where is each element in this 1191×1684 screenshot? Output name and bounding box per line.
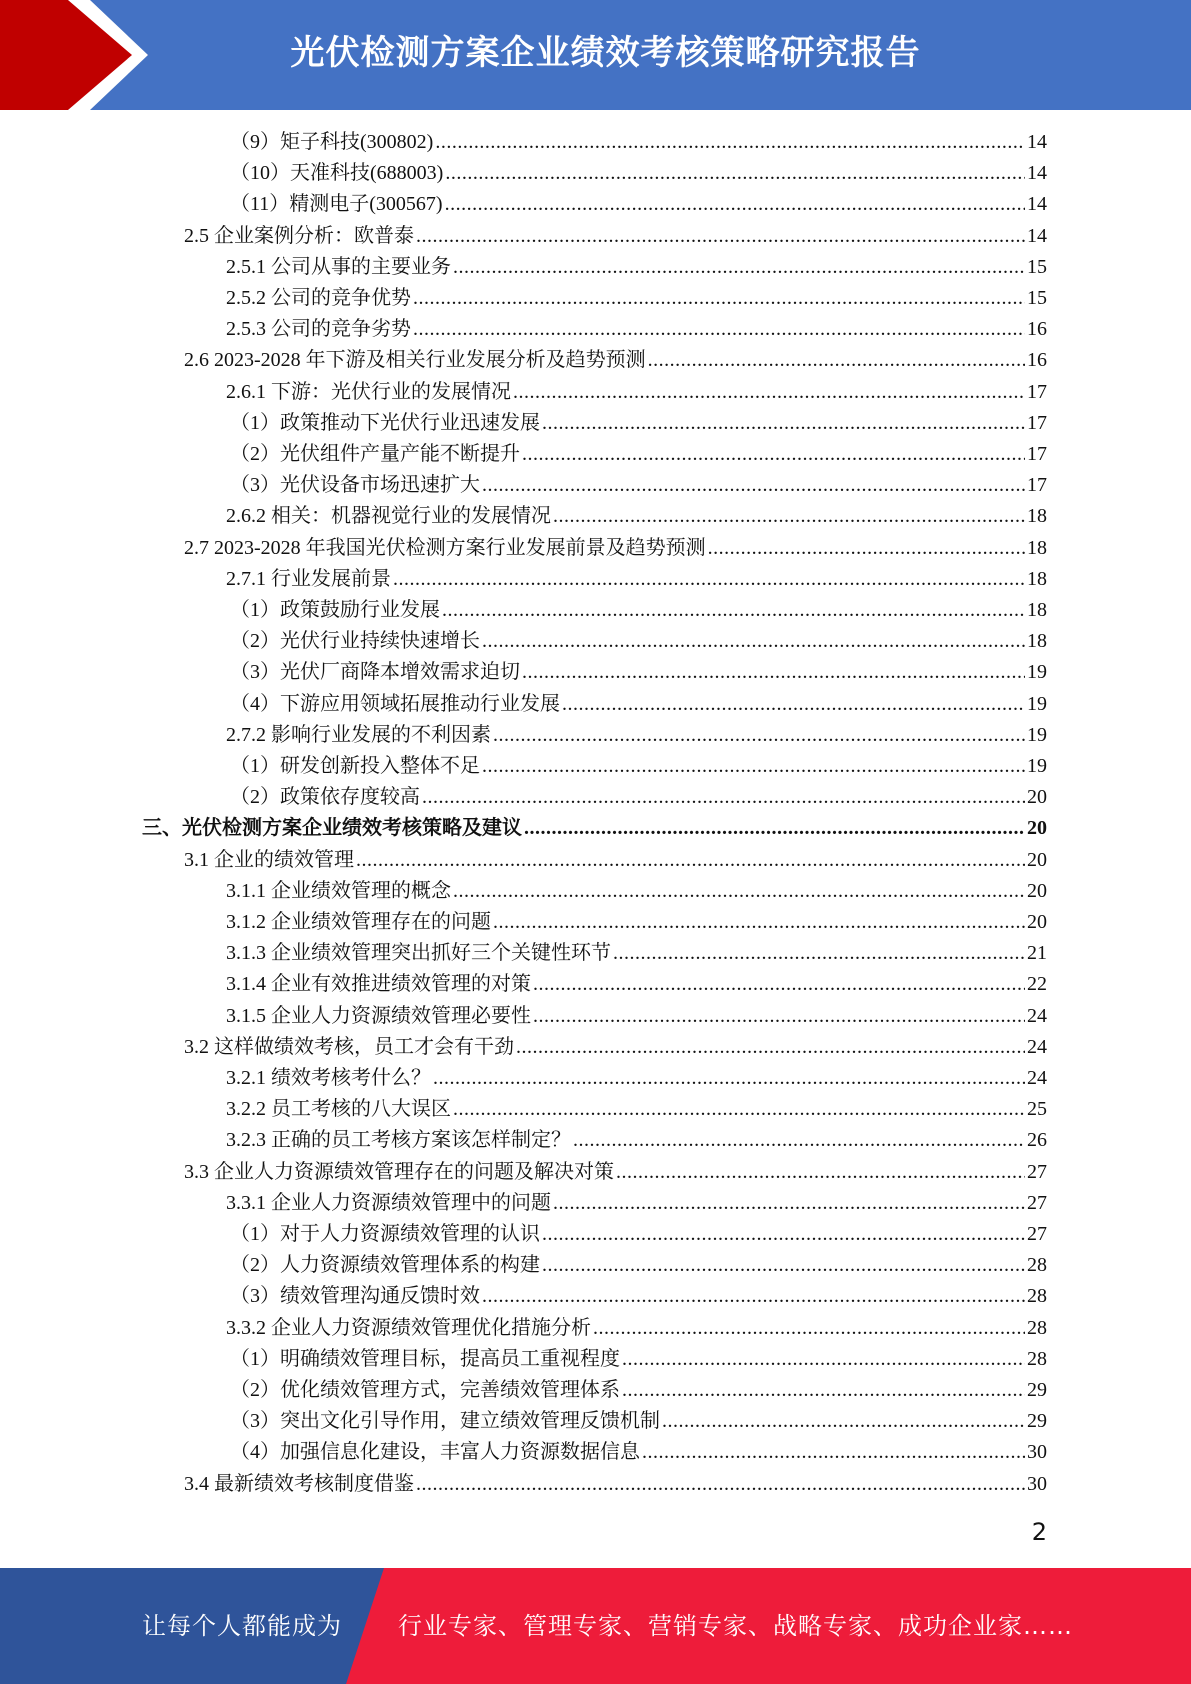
page-number: 2 bbox=[1031, 1518, 1047, 1546]
toc-dot-leader bbox=[482, 1282, 1025, 1310]
toc-entry-title: 2.7 2023-2028 年我国光伏检测方案行业发展前景及趋势预测 bbox=[184, 536, 706, 559]
toc-dot-leader bbox=[622, 1345, 1025, 1373]
toc-entry-page: 29 bbox=[1027, 1410, 1047, 1433]
toc-dot-leader bbox=[416, 1470, 1025, 1498]
toc-entry[interactable] bbox=[230, 1438, 1047, 1466]
toc-dot-leader bbox=[516, 1033, 1025, 1061]
toc-dot-leader bbox=[453, 253, 1025, 281]
toc-entry[interactable] bbox=[226, 908, 1047, 936]
toc-entry-title: （1）研发创新投入整体不足 bbox=[230, 755, 480, 777]
toc-entry-page: 26 bbox=[1027, 1129, 1047, 1152]
footer-slogan-left: 让每个人都能成为 bbox=[142, 1612, 342, 1640]
toc-entry[interactable] bbox=[226, 1189, 1047, 1217]
toc-entry-title: （3）光伏设备市场迅速扩大 bbox=[230, 474, 480, 497]
toc-dot-leader bbox=[356, 846, 1025, 874]
toc-entry-title: （1）明确绩效管理目标，提高员工重视程度 bbox=[230, 1347, 620, 1370]
toc-dot-leader bbox=[553, 1189, 1025, 1217]
toc-entry-title: （2）人力资源绩效管理体系的构建 bbox=[230, 1254, 540, 1277]
toc-dot-leader bbox=[553, 502, 1025, 530]
toc-entry-title: （1）政策推动下光伏行业迅速发展 bbox=[230, 411, 540, 434]
toc-dot-leader bbox=[616, 1158, 1025, 1186]
toc-entry-title: 3.1.3 企业绩效管理突出抓好三个关键性环节 bbox=[226, 942, 611, 965]
toc-entry[interactable] bbox=[230, 783, 1047, 811]
toc-entry[interactable] bbox=[230, 752, 1047, 780]
toc-entry-page: 14 bbox=[1027, 193, 1047, 216]
toc-entry[interactable] bbox=[226, 1095, 1047, 1123]
toc-dot-leader bbox=[442, 596, 1025, 624]
toc-entry[interactable] bbox=[230, 159, 1047, 187]
toc-entry[interactable] bbox=[226, 939, 1047, 967]
toc-entry-page: 28 bbox=[1027, 1254, 1047, 1277]
toc-dot-leader bbox=[648, 346, 1025, 374]
toc-entry-title: （3）突出文化引导作用，建立绩效管理反馈机制 bbox=[230, 1410, 660, 1433]
toc-dot-leader bbox=[573, 1126, 1025, 1154]
toc-entry[interactable] bbox=[230, 440, 1047, 468]
toc-entry-title: （10）天准科技(688003) bbox=[230, 162, 444, 185]
toc-entry-page: 24 bbox=[1027, 1004, 1047, 1027]
toc-entry-title: 3.2 这样做绩效考核，员工才会有干劲 bbox=[184, 1035, 514, 1058]
toc-entry-title: （2）光伏行业持续快速增长 bbox=[230, 630, 480, 653]
toc-entry-page: 24 bbox=[1027, 1035, 1047, 1058]
page-footer bbox=[0, 1568, 1191, 1684]
toc-entry-page: 27 bbox=[1027, 1223, 1047, 1245]
toc-entry-page: 28 bbox=[1027, 1285, 1047, 1308]
toc-entry[interactable] bbox=[230, 409, 1047, 437]
toc-entry-title: 3.2.2 员工考核的八大误区 bbox=[226, 1098, 451, 1121]
toc-entry-page: 17 bbox=[1027, 411, 1047, 434]
toc-dot-leader bbox=[593, 1314, 1025, 1342]
toc-entry-page: 20 bbox=[1027, 817, 1047, 840]
toc-entry-title: 2.5.1 公司从事的主要业务 bbox=[226, 255, 451, 278]
toc-entry[interactable] bbox=[184, 1033, 1047, 1061]
toc-entry-page: 18 bbox=[1027, 505, 1047, 528]
toc-dot-leader bbox=[482, 752, 1025, 780]
toc-entry[interactable] bbox=[226, 877, 1047, 905]
toc-entry[interactable] bbox=[230, 627, 1047, 655]
toc-entry[interactable] bbox=[230, 471, 1047, 499]
toc-entry-page: 21 bbox=[1027, 942, 1047, 965]
toc-dot-leader bbox=[542, 1220, 1025, 1248]
toc-dot-leader bbox=[513, 378, 1025, 406]
toc-dot-leader bbox=[482, 471, 1025, 499]
toc-dot-leader bbox=[708, 534, 1025, 562]
toc-dot-leader bbox=[524, 814, 1025, 842]
toc-dot-leader bbox=[422, 783, 1025, 811]
toc-entry-page: 17 bbox=[1027, 380, 1047, 403]
toc-entry-page: 16 bbox=[1027, 349, 1047, 372]
toc-entry-title: （9）矩子科技(300802) bbox=[230, 131, 434, 153]
toc-dot-leader bbox=[622, 1376, 1025, 1404]
toc-entry-title: 3.3.1 企业人力资源绩效管理中的问题 bbox=[226, 1191, 551, 1214]
toc-entry-title: （3）绩效管理沟通反馈时效 bbox=[230, 1285, 480, 1308]
toc-entry-page: 19 bbox=[1027, 723, 1047, 746]
toc-entry-page: 19 bbox=[1027, 692, 1047, 715]
toc-entry-page: 20 bbox=[1027, 786, 1047, 809]
toc-entry-title: 3.1 企业的绩效管理 bbox=[184, 848, 354, 871]
toc-entry-page: 19 bbox=[1027, 661, 1047, 684]
toc-entry[interactable] bbox=[184, 222, 1047, 250]
toc-entry-title: （2）政策依存度较高 bbox=[230, 786, 420, 809]
toc-entry-page: 17 bbox=[1027, 443, 1047, 465]
toc-entry-page: 14 bbox=[1027, 162, 1047, 185]
toc-entry-page: 15 bbox=[1027, 255, 1047, 278]
toc-dot-leader bbox=[662, 1407, 1025, 1435]
toc-dot-leader bbox=[542, 409, 1025, 437]
toc-dot-leader bbox=[445, 159, 1025, 187]
toc-entry-page: 30 bbox=[1027, 1472, 1047, 1495]
toc-entry[interactable] bbox=[184, 534, 1047, 562]
toc-entry[interactable] bbox=[230, 1220, 1047, 1248]
toc-entry[interactable] bbox=[230, 658, 1047, 686]
document-title: 光伏检测方案企业绩效考核策略研究报告 bbox=[290, 33, 921, 73]
toc-dot-leader bbox=[493, 721, 1025, 749]
toc-entry[interactable] bbox=[184, 846, 1047, 874]
toc-entry-page: 15 bbox=[1027, 287, 1047, 309]
toc-entry[interactable] bbox=[226, 253, 1047, 281]
toc-entry[interactable] bbox=[226, 1126, 1047, 1154]
toc-entry-page: 14 bbox=[1027, 224, 1047, 247]
toc-entry-page: 18 bbox=[1027, 630, 1047, 653]
toc-entry-page: 18 bbox=[1027, 536, 1047, 559]
toc-entry[interactable] bbox=[230, 1345, 1047, 1373]
toc-dot-leader bbox=[613, 939, 1025, 967]
toc-entry-page: 18 bbox=[1027, 567, 1047, 590]
toc-entry-title: 3.1.4 企业有效推进绩效管理的对策 bbox=[226, 973, 531, 996]
toc-entry-title: 2.6.2 相关：机器视觉行业的发展情况 bbox=[226, 505, 551, 528]
toc-entry-page: 24 bbox=[1027, 1067, 1047, 1089]
toc-entry-title: 2.7.2 影响行业发展的不利因素 bbox=[226, 723, 491, 746]
toc-entry-page: 30 bbox=[1027, 1441, 1047, 1464]
toc-entry[interactable] bbox=[226, 565, 1047, 593]
toc-entry-page: 27 bbox=[1027, 1191, 1047, 1214]
toc-entry-title: 2.5 企业案例分析：欧普泰 bbox=[184, 224, 414, 247]
toc-entry-title: 3.3.2 企业人力资源绩效管理优化措施分析 bbox=[226, 1316, 591, 1339]
toc-entry[interactable] bbox=[230, 1407, 1047, 1435]
toc-dot-leader bbox=[413, 284, 1025, 312]
toc-entry[interactable] bbox=[184, 1470, 1047, 1498]
toc-entry[interactable] bbox=[226, 970, 1047, 998]
toc-dot-leader bbox=[445, 190, 1025, 218]
toc-entry-page: 14 bbox=[1027, 131, 1047, 153]
toc-dot-leader bbox=[453, 877, 1025, 905]
toc-entry-page: 20 bbox=[1027, 848, 1047, 871]
toc-entry-page: 19 bbox=[1027, 755, 1047, 777]
toc-entry-page: 25 bbox=[1027, 1098, 1047, 1121]
toc-entry-page: 28 bbox=[1027, 1316, 1047, 1339]
toc-entry-title: （11）精测电子(300567) bbox=[230, 193, 443, 216]
toc-entry-title: （1）对于人力资源绩效管理的认识 bbox=[230, 1223, 540, 1245]
toc-entry[interactable] bbox=[226, 378, 1047, 406]
toc-entry-page: 28 bbox=[1027, 1347, 1047, 1370]
toc-entry-title: （2）光伏组件产量产能不断提升 bbox=[230, 443, 520, 465]
footer-slogan-right: 行业专家、管理专家、营销专家、战略专家、成功企业家…… bbox=[398, 1612, 1073, 1640]
toc-entry-title: 3.1.5 企业人力资源绩效管理必要性 bbox=[226, 1004, 531, 1027]
toc-entry-title: 3.2.1 绩效考核考什么？ bbox=[226, 1067, 431, 1089]
toc-entry-title: 2.5.3 公司的竞争劣势 bbox=[226, 318, 411, 341]
toc-dot-leader bbox=[562, 690, 1025, 718]
toc-entry-page: 29 bbox=[1027, 1379, 1047, 1401]
toc-entry-title: 2.7.1 行业发展前景 bbox=[226, 567, 391, 590]
toc-dot-leader bbox=[413, 315, 1025, 343]
toc-entry[interactable] bbox=[226, 315, 1047, 343]
toc-dot-leader bbox=[533, 970, 1025, 998]
toc-entry-title: （4）加强信息化建设，丰富人力资源数据信息 bbox=[230, 1441, 640, 1464]
toc-entry-title: 2.6.1 下游：光伏行业的发展情况 bbox=[226, 380, 511, 403]
toc-entry-title: 2.6 2023-2028 年下游及相关行业发展分析及趋势预测 bbox=[184, 349, 646, 372]
toc-entry-page: 20 bbox=[1027, 879, 1047, 902]
toc-dot-leader bbox=[522, 440, 1025, 468]
toc-entry-title: 3.2.3 正确的员工考核方案该怎样制定？ bbox=[226, 1129, 571, 1152]
toc-entry-title: 3.1.2 企业绩效管理存在的问题 bbox=[226, 911, 491, 933]
toc-entry[interactable] bbox=[226, 502, 1047, 530]
toc-entry[interactable] bbox=[230, 1251, 1047, 1279]
toc-dot-leader bbox=[533, 1002, 1025, 1030]
toc-entry[interactable] bbox=[184, 1158, 1047, 1186]
toc-entry[interactable] bbox=[184, 346, 1047, 374]
toc-entry[interactable] bbox=[230, 128, 1047, 156]
toc-dot-leader bbox=[482, 627, 1025, 655]
toc-dot-leader bbox=[493, 908, 1025, 936]
page-header bbox=[0, 0, 1191, 110]
toc-dot-leader bbox=[522, 658, 1025, 686]
toc-dot-leader bbox=[416, 222, 1025, 250]
toc-entry-title: 三、光伏检测方案企业绩效考核策略及建议 bbox=[142, 817, 522, 840]
toc-entry[interactable] bbox=[230, 1376, 1047, 1404]
toc-entry[interactable] bbox=[226, 1002, 1047, 1030]
toc-entry-page: 16 bbox=[1027, 318, 1047, 341]
toc-entry-title: 2.5.2 公司的竞争优势 bbox=[226, 287, 411, 309]
toc-dot-leader bbox=[642, 1438, 1025, 1466]
toc-entry[interactable] bbox=[226, 1064, 1047, 1092]
toc-entry-title: 3.4 最新绩效考核制度借鉴 bbox=[184, 1472, 414, 1495]
toc-dot-leader bbox=[433, 1064, 1025, 1092]
toc-entry[interactable] bbox=[230, 1282, 1047, 1310]
toc-entry-title: （3）光伏厂商降本增效需求迫切 bbox=[230, 661, 520, 684]
toc-entry-page: 18 bbox=[1027, 599, 1047, 621]
toc-entry-title: 3.3 企业人力资源绩效管理存在的问题及解决对策 bbox=[184, 1160, 614, 1183]
toc-entry-page: 27 bbox=[1027, 1160, 1047, 1183]
toc-entry[interactable] bbox=[226, 721, 1047, 749]
toc-entry[interactable] bbox=[230, 190, 1047, 218]
toc-dot-leader bbox=[542, 1251, 1025, 1279]
toc-entry[interactable] bbox=[226, 1314, 1047, 1342]
toc-dot-leader bbox=[453, 1095, 1025, 1123]
toc-entry-title: （4）下游应用领域拓展推动行业发展 bbox=[230, 692, 560, 715]
toc-entry-page: 17 bbox=[1027, 474, 1047, 497]
toc-entry-page: 20 bbox=[1027, 911, 1047, 933]
toc-dot-leader bbox=[435, 128, 1025, 156]
toc-dot-leader bbox=[393, 565, 1025, 593]
toc-entry-title: （2）优化绩效管理方式，完善绩效管理体系 bbox=[230, 1379, 620, 1401]
toc-entry[interactable] bbox=[230, 690, 1047, 718]
toc-entry[interactable] bbox=[230, 596, 1047, 624]
toc-entry[interactable] bbox=[142, 814, 1047, 842]
toc-entry-page: 22 bbox=[1027, 973, 1047, 996]
toc-entry[interactable] bbox=[226, 284, 1047, 312]
toc-entry-title: （1）政策鼓励行业发展 bbox=[230, 599, 440, 621]
toc-entry-title: 3.1.1 企业绩效管理的概念 bbox=[226, 879, 451, 902]
